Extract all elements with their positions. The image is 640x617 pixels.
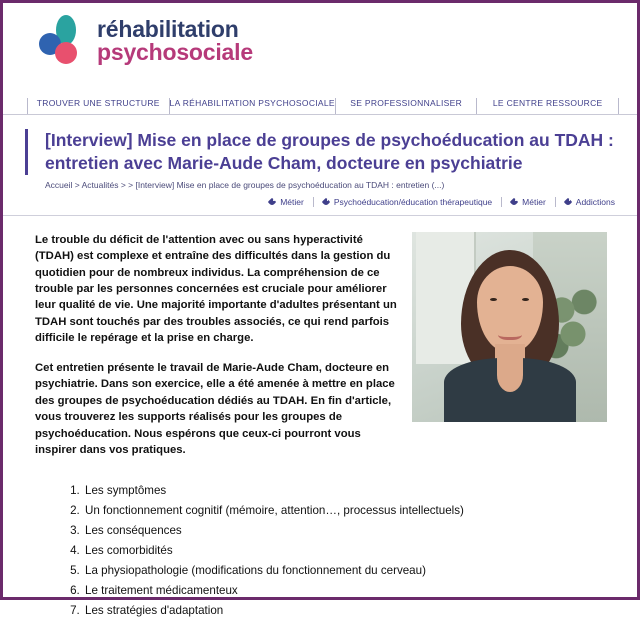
nav-item-le-centre-ressource[interactable]: LE CENTRE RESSOURCE bbox=[476, 98, 619, 114]
tag-icon bbox=[565, 198, 573, 206]
tag-psychoeducation[interactable] bbox=[314, 197, 502, 207]
site-logo[interactable] bbox=[39, 15, 637, 67]
topics-block bbox=[35, 485, 607, 617]
tag-icon bbox=[511, 198, 519, 206]
page-title: [Interview] Mise en place de groupes de psychoéducation au TDAH : entretien avec Marie-Aude Cham, docteure en psychiatrie bbox=[45, 130, 614, 174]
three-petal-logo-icon bbox=[39, 15, 91, 67]
list-item: 4. Les comorbidités bbox=[83, 545, 607, 557]
paragraph-1: Le trouble du déficit de l'attention avec ou sans hyperactivité (TDAH) est complexe et entraîne des difficultés dans la gestion du quotidien pour de nombreux individus. La compréhension de ce trouble par les personnes concernées est cruciale pour améliorer leur qualité de vie. Une majorité importante d'adultes présentant un TDAH sont touchés par des troubles associés, ce qui rend parfois difficile le repérage et la prise en charge. bbox=[35, 233, 397, 345]
paragraph-2: Cet entretien présente le travail de Marie-Aude Cham, docteure en psychiatrie. Dans son exercice, elle a été amenée à mettre en place des groupes de psychoéducation dédiés au TDAH. En fin d'article, vous trouverez les supports réalisés pour les groupes de psychoéducation. Nous espérons que ceux-ci pourront vous inspirer dans vos pratiques. bbox=[35, 361, 395, 457]
list-item: 7. Les stratégies d'adaptation bbox=[83, 605, 607, 617]
tag-icon bbox=[323, 198, 331, 206]
logo-wordmark bbox=[97, 15, 253, 65]
tag-label: Métier bbox=[522, 196, 546, 207]
tag-metier-1[interactable] bbox=[260, 197, 314, 207]
list-item: 1. Les symptômes bbox=[83, 485, 607, 497]
topics-list bbox=[69, 485, 607, 617]
main-navigation bbox=[3, 85, 637, 115]
list-item: 3. Les conséquences bbox=[83, 525, 607, 537]
logo-line-1: réhabilitation bbox=[97, 15, 239, 42]
list-item: 5. La physiopathologie (modifications du fonctionnement du cerveau) bbox=[83, 565, 607, 577]
tag-label: Addictions bbox=[575, 196, 615, 207]
tag-addictions[interactable] bbox=[556, 197, 615, 207]
nav-item-la-rehabilitation-psychosociale[interactable]: LA RÉHABILITATION PSYCHOSOCIALE bbox=[169, 98, 335, 114]
site-header bbox=[3, 3, 637, 85]
tag-label: Psychoéducation/éducation thérapeutique bbox=[333, 196, 493, 207]
tag-icon bbox=[269, 198, 277, 206]
portrait-image bbox=[412, 232, 607, 422]
tag-list bbox=[45, 197, 615, 207]
tag-metier-2[interactable] bbox=[502, 197, 556, 207]
list-item: 6. Le traitement médicamenteux bbox=[83, 585, 607, 597]
logo-line-2: psychosociale bbox=[97, 39, 253, 65]
nav-item-trouver-une-structure[interactable]: TROUVER UNE STRUCTURE bbox=[27, 98, 169, 114]
list-item: 2. Un fonctionnement cognitif (mémoire, attention…, processus intellectuels) bbox=[83, 505, 607, 517]
article-header bbox=[3, 115, 637, 216]
intro-block bbox=[35, 232, 607, 459]
breadcrumb: Accueil > Actualités > > [Interview] Mise en place de groupes de psychoéducation au TDAH : entretien (...) bbox=[45, 179, 445, 190]
article-body bbox=[3, 216, 637, 617]
tag-label: Métier bbox=[280, 196, 304, 207]
nav-item-se-professionnaliser[interactable]: SE PROFESSIONNALISER bbox=[335, 98, 477, 114]
